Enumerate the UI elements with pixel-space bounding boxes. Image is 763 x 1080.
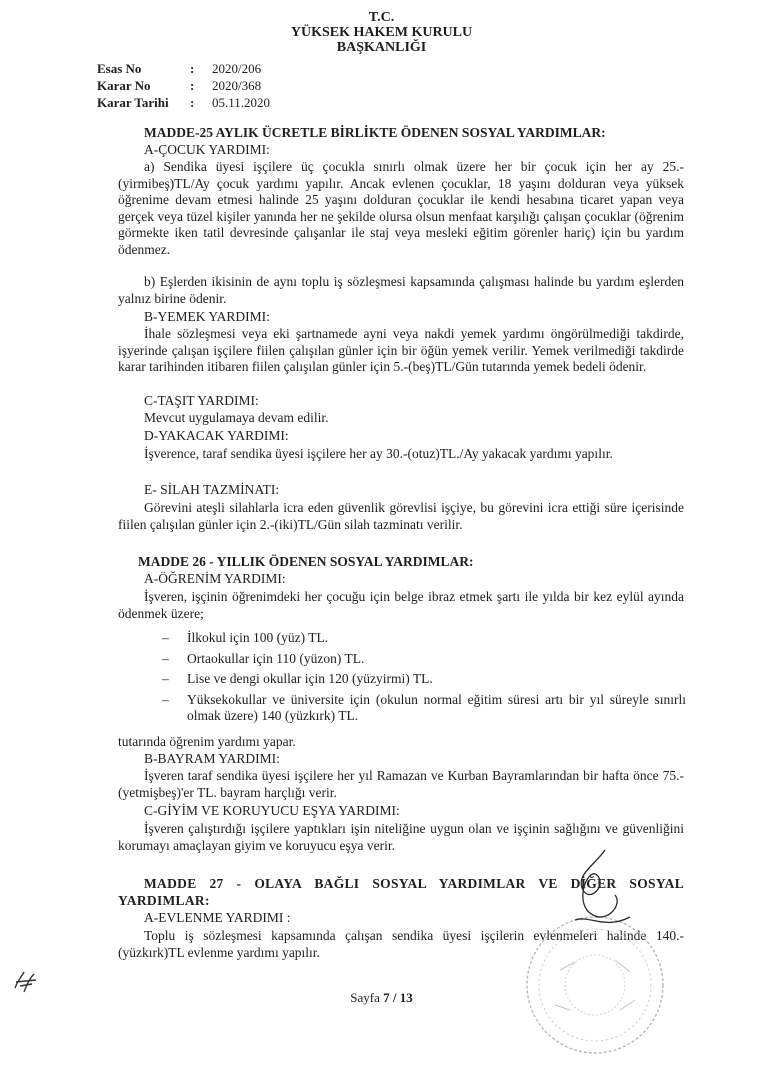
meta-value: 2020/206 bbox=[212, 61, 262, 76]
madde25-a-paragraph2: b) Eşlerden ikisinin de aynı toplu iş sözleşmesi kapsamında çalışması halinde bu yardım eşlerden yalnız birine ödenir. bbox=[118, 274, 684, 306]
madde26-a-closing: tutarında öğrenim yardımı yapar. bbox=[118, 734, 296, 749]
case-meta bbox=[97, 60, 270, 111]
madde25-e-paragraph: Görevini ateşli silahlarla icra eden güvenlik görevlisi işçiye, bu görevini icra ettiği süre içerisinde fiilen çalışılan günler için 2.-(iki)TL/Gün silah tazminatı verilir. bbox=[118, 500, 684, 532]
madde25-a-title: A-ÇOCUK YARDIMI: bbox=[144, 142, 270, 157]
madde25-b-title: B-YEMEK YARDIMI: bbox=[144, 309, 270, 324]
madde25-c-paragraph: Mevcut uygulamaya devam edilir. bbox=[144, 410, 329, 425]
madde27-title: MADDE 27 - OLAYA BAĞLI SOSYAL YARDIMLAR VE DİĞER SOSYAL YARDIMLAR: bbox=[118, 876, 684, 908]
meta-colon: : bbox=[190, 95, 195, 110]
page-number: 7 / 13 bbox=[383, 990, 413, 1005]
meta-colon: : bbox=[190, 61, 195, 76]
madde25-c-title: C-TAŞIT YARDIMI: bbox=[144, 393, 259, 408]
madde26-c-paragraph: İşveren çalıştırdığı işçilere yaptıkları işin niteliğine uygun olan ve işçinin sağlığını ve güvenliğini korumayı amaçlayan giyim ve koruyucu eşya verir. bbox=[118, 821, 684, 853]
meta-colon: : bbox=[190, 78, 195, 93]
madde25-b-paragraph: İhale sözleşmesi veya eki şartnamede ayni veya nakdi yemek yardımı öngörülmediği takdirde, işyerinde çalışan işçilere fiilen çalışılan günler için bir öğün yemek verilir. Yemek verilmediği takdirde karar tarihinden itibaren fiilen çalışılan günler için 5.-(beş)TL/Gün tutarında yemek bedeli ödenir. bbox=[118, 326, 684, 375]
madde27-a-paragraph: Toplu iş sözleşmesi kapsamında çalışan sendika üyesi işçilerin evlenmeleri halinde 140.-(yüzkırk)TL evlenme yardımı yapılır. bbox=[118, 928, 684, 960]
madde26-c-title: C-GİYİM VE KORUYUCU EŞYA YARDIMI: bbox=[144, 803, 400, 818]
meta-row-karar-tarihi bbox=[97, 94, 270, 111]
meta-row-esas bbox=[97, 60, 270, 77]
meta-value: 2020/368 bbox=[212, 78, 262, 93]
meta-label: Esas No bbox=[97, 61, 142, 76]
meta-label: Karar No bbox=[97, 78, 151, 93]
header-tc: T.C. bbox=[368, 10, 395, 25]
madde26-a-title: A-ÖĞRENİM YARDIMI: bbox=[144, 571, 286, 586]
madde26-b-title: B-BAYRAM YARDIMI: bbox=[144, 751, 280, 766]
madde25-e-title: E- SİLAH TAZMİNATI: bbox=[144, 482, 280, 497]
signature-icon bbox=[535, 845, 645, 940]
madde27-a-title: A-EVLENME YARDIMI : bbox=[144, 910, 291, 925]
list-item: – Yüksekokullar ve üniversite için (okulun normal eğitim süresi artı bir yıl süreyle sınırlı olmak üzere) 140 (yüzkırk) TL. bbox=[162, 692, 686, 725]
list-item: – Lise ve dengi okullar için 120 (yüzyirmi) TL. bbox=[162, 671, 686, 688]
madde25-d-paragraph: İşverence, taraf sendika üyesi işçilere her ay 30.-(otuz)TL./Ay yakacak yardımı yapılır. bbox=[144, 446, 613, 461]
madde26-b-paragraph: İşveren taraf sendika üyesi işçilere her yıl Ramazan ve Kurban Bayramlarından bir hafta önce 75.-(yetmişbeş)'er TL. bayram harçlığı verir. bbox=[118, 768, 684, 800]
list-item: – İlkokul için 100 (yüz) TL. bbox=[162, 630, 686, 647]
madde26-a-paragraph: İşveren, işçinin öğrenimdeki her çocuğu için belge ibraz etmek şartı ile yılda bir kez eylül ayında ödenmek üzere; bbox=[118, 589, 684, 621]
meta-value: 05.11.2020 bbox=[212, 95, 271, 110]
header-presidency: BAŞKANLIĞI bbox=[336, 40, 427, 55]
education-levels-list bbox=[162, 630, 686, 729]
page-footer bbox=[0, 990, 763, 1006]
header-institution: YÜKSEK HAKEM KURULU bbox=[290, 25, 473, 40]
madde25-a-paragraph1: a) Sendika üyesi işçilere üç çocukla sınırlı olmak üzere her bir çocuk için her ay 25.-(yirmibeş)TL/Ay çocuk yardımı yapılır. Ancak evlenen çocuklar, 18 yaşını dolduran veya yüksek öğrenime devam etmesi halinde 25 yaşını dolduran çocuklar ile kendi hesabına ticaret yapan veya gerçek veya tüzel kişiler yanında her ne şekilde olursa olsun menfaat karşılığı çalışan çocuklar (öğrenim görmekte iken tatil devresinde çalışanlar ile staj veya mesleki eğitim görenler hariç) için bu yardım ödenmez. bbox=[118, 159, 684, 257]
madde26-title: MADDE 26 - YILLIK ÖDENEN SOSYAL YARDIMLAR: bbox=[138, 554, 474, 569]
meta-row-karar bbox=[97, 77, 270, 94]
list-item: – Ortaokullar için 110 (yüzon) TL. bbox=[162, 651, 686, 668]
madde25-d-title: D-YAKACAK YARDIMI: bbox=[144, 428, 289, 443]
madde25-title: MADDE-25 AYLIK ÜCRETLE BİRLİKTE ÖDENEN SOSYAL YARDIMLAR: bbox=[144, 125, 606, 140]
meta-label: Karar Tarihi bbox=[97, 95, 169, 110]
footer-prefix: Sayfa bbox=[350, 990, 384, 1005]
